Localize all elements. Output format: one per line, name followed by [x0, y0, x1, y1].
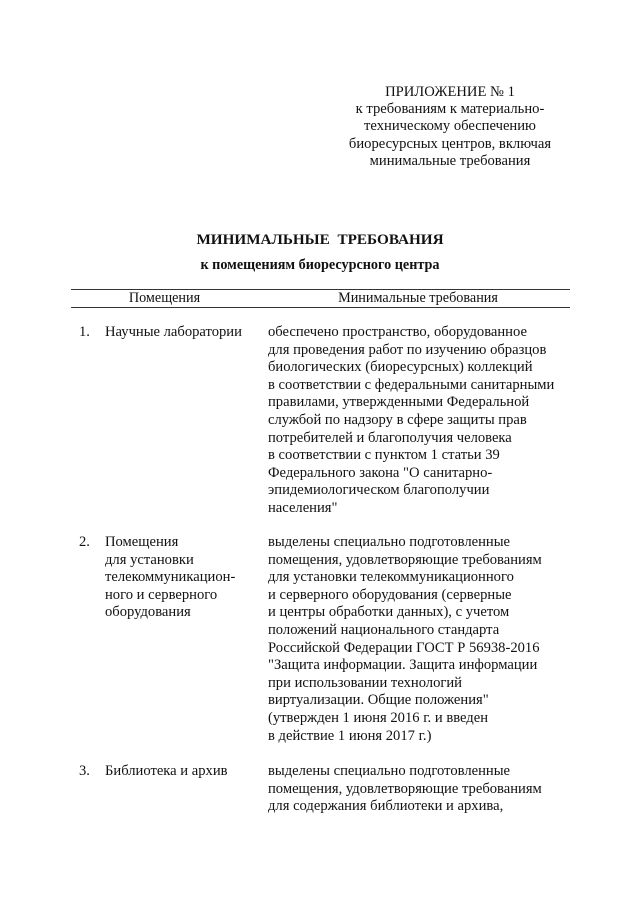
premises-name [105, 324, 265, 342]
requirement-line: положений национального стандарта [268, 621, 500, 638]
requirement-line: Российской Федерации ГОСТ Р 56938-2016 [268, 639, 540, 656]
table-header-rule [71, 307, 570, 308]
column-header-requirements: Минимальные требования [338, 290, 498, 306]
requirement-line: (утвержден 1 июня 2016 г. и введен [268, 709, 489, 726]
requirement-line: виртуализации. Общие положения" [268, 692, 489, 709]
premises-name [105, 763, 265, 781]
requirement-line: и центры обработки данных), с учетом [268, 604, 510, 621]
requirement-line: правилами, утвержденными Федеральной [268, 394, 530, 411]
requirement-line: при использовании технологий [268, 674, 462, 691]
requirement-line: для установки телекоммуникационного [268, 569, 514, 586]
premises-name-line: для установки [105, 551, 194, 568]
row-number: 2. [79, 534, 90, 550]
requirement-line: для проведения работ по изучению образцов [268, 341, 547, 358]
requirement-line: помещения, удовлетворяющие требованиям [268, 780, 542, 797]
appendix-line: минимальные требования [369, 152, 531, 169]
requirement-line: населения" [268, 499, 338, 516]
requirement-line: для содержания библиотеки и архива, [268, 798, 504, 815]
appendix-heading [330, 84, 570, 170]
requirement-line: помещения, удовлетворяющие требованиям [268, 551, 542, 568]
appendix-line: ПРИЛОЖЕНИЕ № 1 [385, 84, 515, 100]
requirement-text [268, 763, 578, 816]
appendix-line: к требованиям к материально- [355, 101, 545, 118]
premises-name-line: Библиотека и архив [105, 763, 228, 779]
requirement-line: эпидемиологическом благополучии [268, 482, 490, 499]
requirement-line: выделены специально подготовленные [268, 534, 510, 550]
requirement-line: службой по надзору в сфере защиты прав [268, 411, 527, 428]
appendix-line: биоресурсных центров, включая [348, 135, 552, 152]
column-header-premises: Помещения [128, 290, 201, 306]
premises-name-line: Помещения [105, 534, 179, 550]
premises-name-line: Научные лаборатории [105, 324, 242, 340]
requirement-line: биологических (биоресурсных) коллекций [268, 359, 533, 376]
requirement-line: Федерального закона "О санитарно- [268, 464, 493, 481]
premises-name-line: телекоммуникацион- [105, 569, 236, 586]
premises-name-line: ного и серверного [105, 586, 218, 603]
requirement-text [268, 324, 578, 518]
row-number: 1. [79, 324, 90, 340]
requirement-line: "Защита информации. Защита информации [268, 657, 538, 674]
document-subtitle: к помещениям биоресурсного центра [200, 257, 440, 273]
requirement-line: в соответствии с федеральными санитарными [268, 376, 555, 393]
requirement-line: обеспечено пространство, оборудованное [268, 324, 527, 340]
requirement-line: и серверного оборудования (серверные [268, 586, 512, 603]
row-number: 3. [79, 763, 90, 779]
appendix-line: техническому обеспечению [364, 118, 536, 135]
document-title: МИНИМАЛЬНЫЕ ТРЕБОВАНИЯ [196, 231, 444, 248]
premises-name-line: оборудования [105, 604, 191, 621]
requirement-text [268, 534, 578, 745]
requirement-line: в действие 1 июня 2017 г.) [268, 727, 432, 744]
premises-name [105, 534, 265, 622]
requirement-line: в соответствии с пунктом 1 статьи 39 [268, 447, 500, 464]
requirement-line: выделены специально подготовленные [268, 763, 510, 779]
requirement-line: потребителей и благополучия человека [268, 429, 512, 446]
